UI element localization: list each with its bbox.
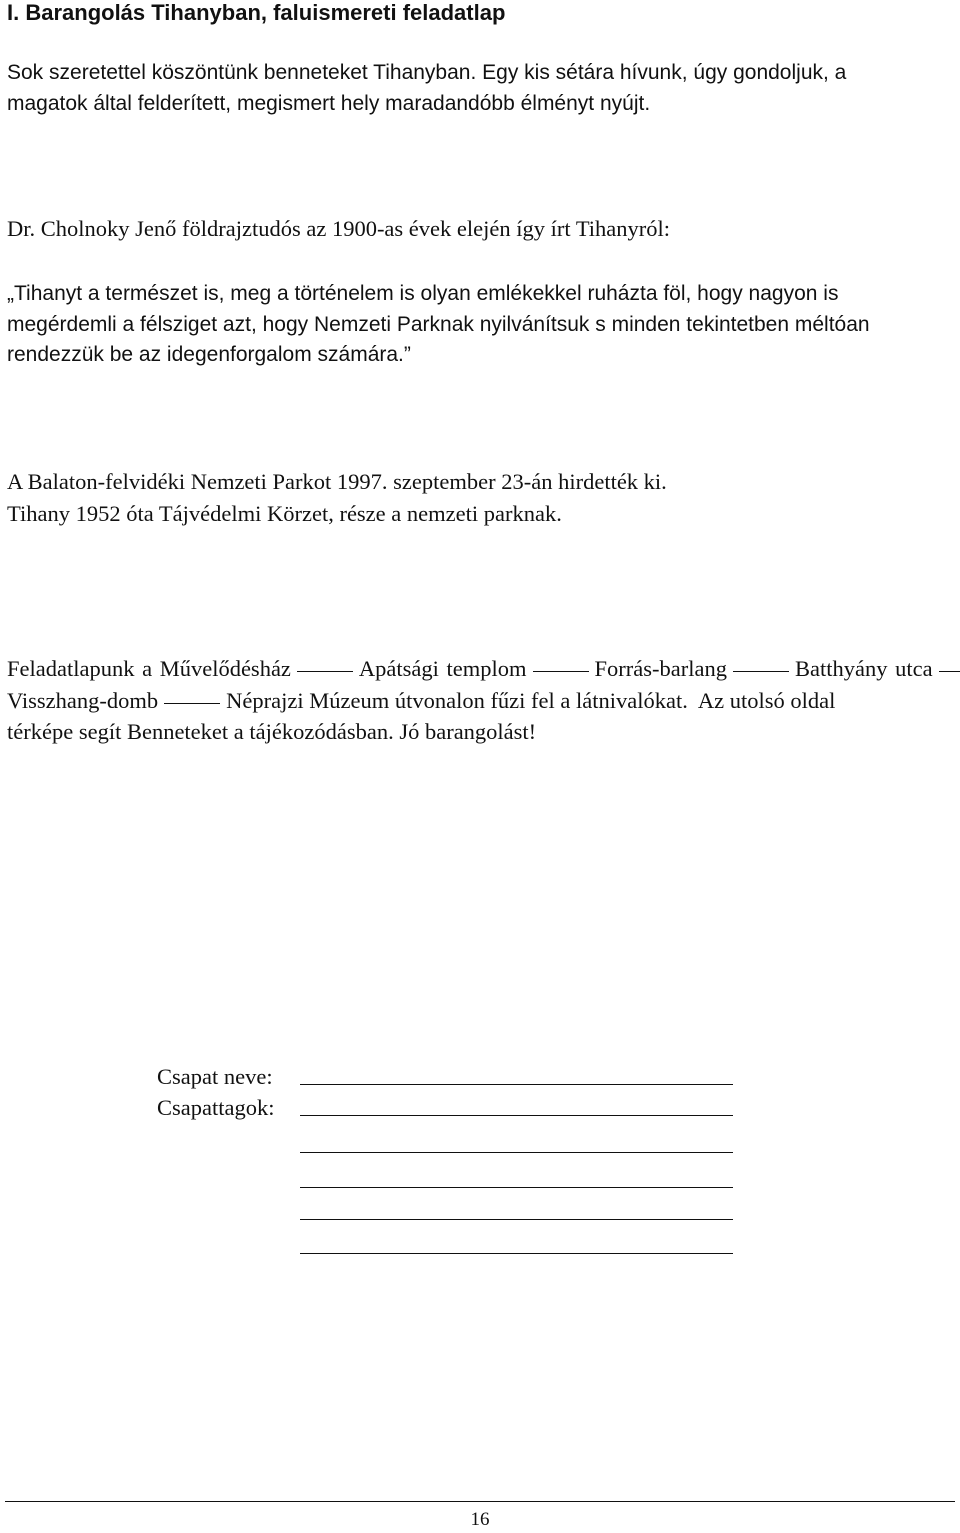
route-stop: Visszhang-domb (7, 688, 159, 713)
route-stop: Forrás-barlang (594, 656, 727, 681)
route-line (7, 688, 835, 714)
page-heading: I. Barangolás Tihanyban, faluismereti feladatlap (7, 0, 506, 25)
route-dash (533, 671, 589, 672)
team-name-label: Csapat neve: (157, 1064, 273, 1089)
route-suffix: útvonalon fűzi fel a látnivalókat. Az utolsó oldal (394, 688, 836, 713)
team-member-field[interactable] (300, 1253, 733, 1254)
route-stop: Néprajzi Múzeum (226, 688, 390, 713)
route-line: térképe segít Benneteket a tájékozódásban. Jó barangolást! (7, 719, 537, 744)
route-line (7, 656, 960, 682)
team-name-field[interactable] (300, 1084, 733, 1085)
route-dash (164, 703, 220, 704)
route-dash (297, 671, 353, 672)
team-member-field[interactable] (300, 1115, 733, 1116)
intro-line: magatok által felderített, megismert hely maradandóbb élményt nyújt. (7, 92, 651, 115)
route-dash (939, 671, 960, 672)
team-members-label: Csapattagok: (157, 1095, 275, 1120)
citation-intro: Dr. Cholnoky Jenő földrajztudós az 1900-as évek elején így írt Tihanyról: (7, 216, 671, 241)
route-stop: Apátsági templom (358, 656, 527, 681)
team-member-field[interactable] (300, 1187, 733, 1188)
route-stop: Művelődésház (159, 656, 291, 681)
team-member-field[interactable] (300, 1219, 733, 1220)
route-stop: Batthyány utca (794, 656, 933, 681)
page-number: 16 (470, 1509, 490, 1530)
quote-line: rendezzük be az idegenforgalom számára.” (7, 343, 411, 366)
intro-line: Sok szeretettel köszöntünk benneteket Tihanyban. Egy kis sétára hívunk, úgy gondoljuk, a (7, 61, 847, 84)
route-prefix: Feladatlapunk a (7, 656, 153, 681)
team-member-field[interactable] (300, 1152, 733, 1153)
fact-line: A Balaton-felvidéki Nemzeti Parkot 1997. szeptember 23-án hirdették ki. (7, 469, 667, 494)
fact-line: Tihany 1952 óta Tájvédelmi Körzet, része a nemzeti parknak. (7, 501, 562, 526)
footer-divider (5, 1501, 955, 1502)
route-dash (733, 671, 789, 672)
quote-line: megérdemli a félsziget azt, hogy Nemzeti Parknak nyilvánítsuk s minden tekintetben méltóan (7, 313, 870, 336)
quote-line: „Tihanyt a természet is, meg a történelem is olyan emlékekkel ruházta föl, hogy nagyon is (7, 282, 839, 305)
